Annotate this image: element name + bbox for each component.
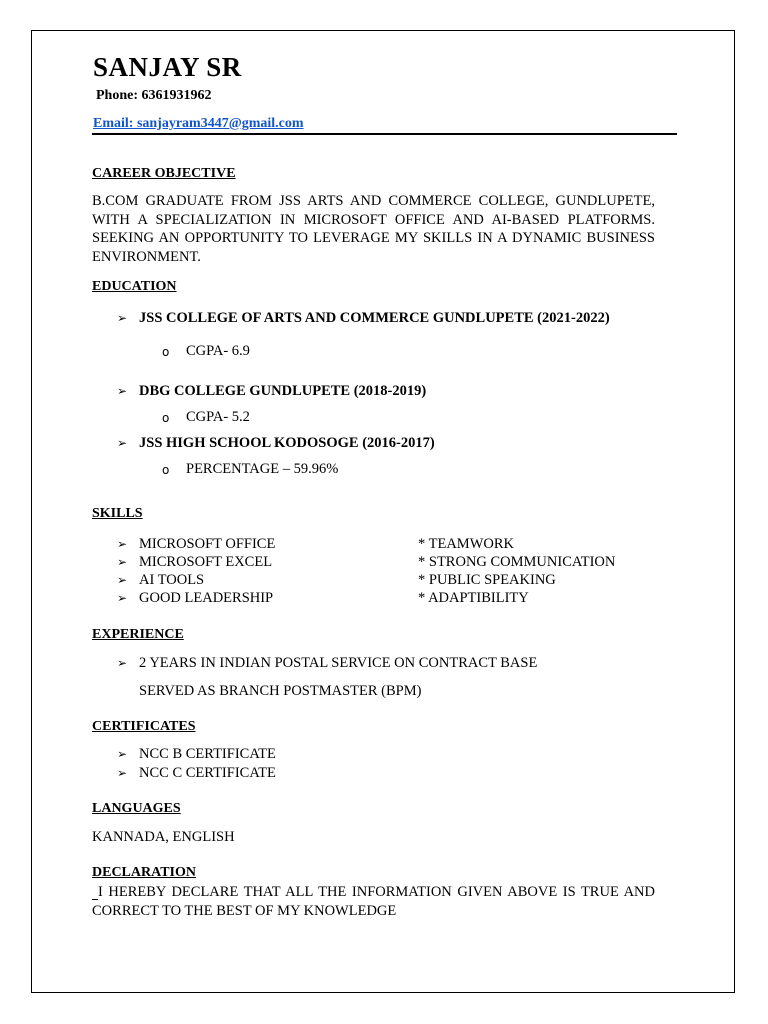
declaration-heading: DECLARATION	[92, 865, 196, 880]
declaration-text: I HEREBY DECLARE THAT ALL THE INFORMATION GIVEN ABOVE IS TRUE AND CORRECT TO THE BEST OF MY KNOWLEDGE	[92, 884, 655, 919]
arrow-bullet-icon: ➢	[117, 591, 128, 605]
circle-bullet-icon: o	[162, 463, 170, 477]
education-item-detail: PERCENTAGE – 59.96%	[186, 461, 339, 477]
certificate-item: NCC C CERTIFICATE	[139, 765, 276, 781]
arrow-bullet-icon: ➢	[117, 747, 128, 761]
circle-bullet-icon: o	[162, 345, 170, 359]
soft-skill-item: * ADAPTIBILITY	[418, 590, 529, 606]
education-heading: EDUCATION	[92, 279, 177, 294]
certificate-item: NCC B CERTIFICATE	[139, 746, 276, 762]
skill-item: GOOD LEADERSHIP	[139, 590, 274, 606]
skills-heading: SKILLS	[92, 506, 143, 521]
career-objective-heading: CAREER OBJECTIVE	[92, 166, 236, 181]
skill-item: MICROSOFT EXCEL	[139, 554, 273, 570]
career-objective-text: B.COM GRADUATE FROM JSS ARTS AND COMMERCE COLLEGE, GUNDLUPETE, WITH A SPECIALIZATION IN MICROSOFT OFFICE AND AI-BASED PLATFORMS. SEEKING AN OPPORTUNITY TO LEVERAGE MY SKILLS IN A DYNAMIC BUSINESS ENVIRONMENT.	[92, 193, 655, 265]
soft-skill-item: * TEAMWORK	[418, 536, 514, 552]
email-link[interactable]: Email: sanjayram3447@gmail.com	[93, 116, 304, 131]
certificates-heading: CERTIFICATES	[92, 719, 196, 734]
arrow-bullet-icon: ➢	[117, 384, 128, 398]
experience-detail: SERVED AS BRANCH POSTMASTER (BPM)	[139, 683, 422, 699]
education-item-detail: CGPA- 5.2	[186, 409, 250, 425]
experience-item: 2 YEARS IN INDIAN POSTAL SERVICE ON CONTRACT BASE	[139, 655, 538, 671]
arrow-bullet-icon: ➢	[117, 436, 128, 450]
experience-heading: EXPERIENCE	[92, 627, 184, 642]
education-item-title: JSS COLLEGE OF ARTS AND COMMERCE GUNDLUPETE (2021-2022)	[139, 310, 610, 326]
arrow-bullet-icon: ➢	[117, 656, 128, 670]
phone-number: Phone: 6361931962	[96, 88, 212, 103]
arrow-bullet-icon: ➢	[117, 766, 128, 780]
arrow-bullet-icon: ➢	[117, 311, 128, 325]
circle-bullet-icon: o	[162, 411, 170, 425]
education-item-detail: CGPA- 6.9	[186, 343, 250, 359]
arrow-bullet-icon: ➢	[117, 573, 128, 587]
candidate-name: SANJAY SR	[93, 52, 242, 82]
skill-item: MICROSOFT OFFICE	[139, 536, 276, 552]
header-divider	[92, 133, 677, 135]
languages-text: KANNADA, ENGLISH	[92, 829, 235, 845]
soft-skill-item: * STRONG COMMUNICATION	[418, 554, 616, 570]
soft-skill-item: * PUBLIC SPEAKING	[418, 572, 556, 588]
arrow-bullet-icon: ➢	[117, 537, 128, 551]
education-item-title: DBG COLLEGE GUNDLUPETE (2018-2019)	[139, 383, 427, 399]
education-item-title: JSS HIGH SCHOOL KODOSOGE (2016-2017)	[139, 435, 435, 451]
arrow-bullet-icon: ➢	[117, 555, 128, 569]
languages-heading: LANGUAGES	[92, 801, 181, 816]
skill-item: AI TOOLS	[139, 572, 205, 588]
declaration-underscore	[92, 899, 98, 900]
